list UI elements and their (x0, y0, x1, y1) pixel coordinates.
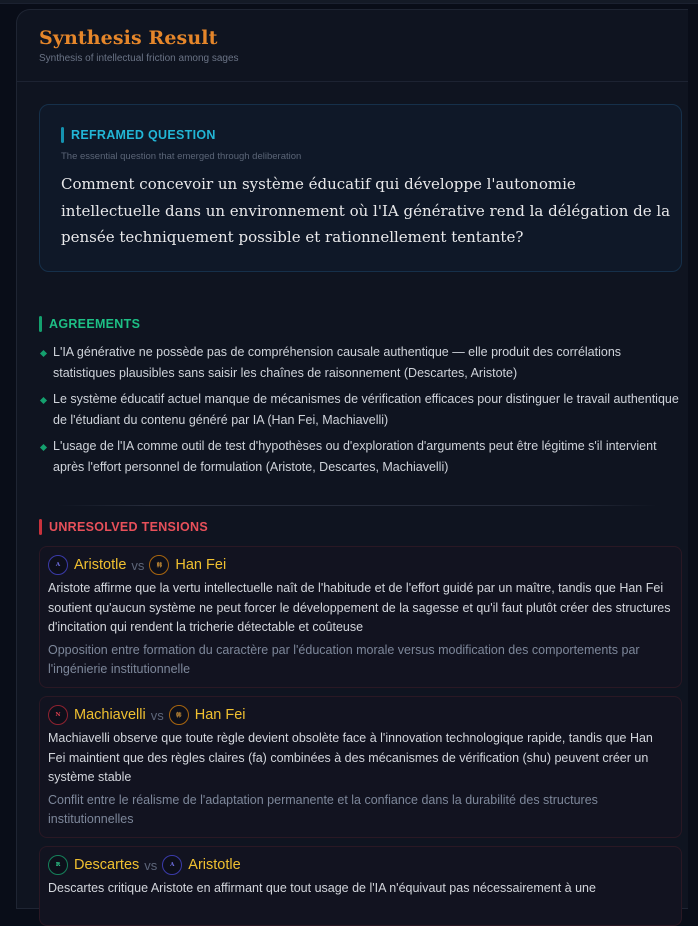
synthesis-panel (16, 9, 688, 909)
agreement-text: Le système éducatif actuel manque de mécanismes de vérification efficaces pour distinguer le travail authentique de l'étudiant du contenu généré par IA (Han Fei, Machiavelli) (53, 392, 679, 427)
agreement-text: L'IA générative ne possède pas de compréhension causale authentique — elle produit des corrélations statistiques plausibles sans saisir les chaînes de raisonnement (Descartes, Aristote) (53, 345, 622, 380)
agreements-header (39, 316, 140, 332)
reframed-question-card (39, 104, 682, 272)
tension-card (39, 696, 682, 838)
sage-name: Machiavelli (74, 707, 146, 723)
vs-label: vs (150, 707, 164, 723)
tensions-header (39, 519, 208, 535)
reframed-question-header (61, 127, 216, 143)
avatar: 韩 (169, 705, 189, 725)
avatar: 韩 (149, 555, 169, 575)
reframed-question-text: Comment concevoir un système éducatif qui développe l'autonomie intellectuelle dans un environnement où l'IA générative rend la délégation de la pensée techniquement possible et rationnellement tentante? (61, 175, 671, 246)
reframed-question-subtitle: The essential question that emerged through deliberation (61, 151, 302, 162)
agreement-text: L'usage de l'IA comme outil de test d'hypothèses ou d'exploration d'arguments peut être légitime s'il intervient après l'effort personnel de formulation (Aristote, Descartes, Machiavelli) (53, 439, 657, 474)
avatar: A (48, 555, 68, 575)
reframed-question-label: REFRAMED QUESTION (71, 128, 216, 142)
tension-description: Aristote affirme que la vertu intellectuelle naît de l'habitude et de l'effort guidé par un maître, tandis que Han Fei soutient qu'aucun système ne peut forcer le développement de la sagesse et qu'il faut plutôt créer des structures d'incitation qui rendent la tricherie détectable et coûteuse (48, 581, 671, 634)
tensions-label: UNRESOLVED TENSIONS (49, 520, 208, 534)
tension-note: Conflit entre le réalisme de l'adaptation permanente et la confiance dans la durabilité des structures institutionnelles (48, 792, 598, 826)
diamond-bullet-icon (40, 350, 47, 357)
agreements-label: AGREEMENTS (49, 317, 141, 331)
list-item (39, 436, 679, 477)
panel-header (17, 10, 688, 82)
page-title: Synthesis Result (39, 27, 218, 49)
avatar: N (48, 705, 68, 725)
tension-card (39, 546, 682, 688)
top-bar (0, 0, 698, 4)
tension-note: Opposition entre formation du caractère par l'éducation morale versus modification des comportements par l'ingénierie institutionnelle (48, 642, 640, 676)
list-item (39, 389, 679, 430)
vs-label: vs (144, 857, 158, 873)
sage-name: Han Fei (194, 707, 246, 723)
page-subtitle: Synthesis of intellectual friction among sages (39, 53, 239, 64)
accent-bar (61, 127, 64, 143)
avatar: R (48, 855, 68, 875)
diamond-bullet-icon (40, 444, 47, 451)
sage-name: Han Fei (175, 557, 227, 573)
tension-header (48, 554, 673, 576)
tension-header (48, 704, 673, 726)
sage-name: Descartes (74, 857, 140, 873)
tension-card (39, 846, 682, 926)
section-divider (57, 505, 657, 506)
vs-label: vs (131, 557, 145, 573)
avatar: A (162, 855, 182, 875)
accent-bar (39, 316, 42, 332)
agreements-list (39, 342, 679, 483)
tension-description: Machiavelli observe que toute règle devient obsolète face à l'innovation technologique rapide, tandis que Han Fei maintient que des règles claires (fa) combinées à des mécanismes de vérification (shu) peuvent créer un système stable (48, 731, 653, 784)
accent-bar (39, 519, 42, 535)
tension-header (48, 854, 673, 876)
sage-name: Aristotle (74, 557, 127, 573)
tension-description: Descartes critique Aristote en affirmant que tout usage de l'IA n'équivaut pas nécessairement à une (48, 881, 596, 895)
sage-name: Aristotle (188, 857, 241, 873)
list-item (39, 342, 679, 383)
diamond-bullet-icon (40, 397, 47, 404)
